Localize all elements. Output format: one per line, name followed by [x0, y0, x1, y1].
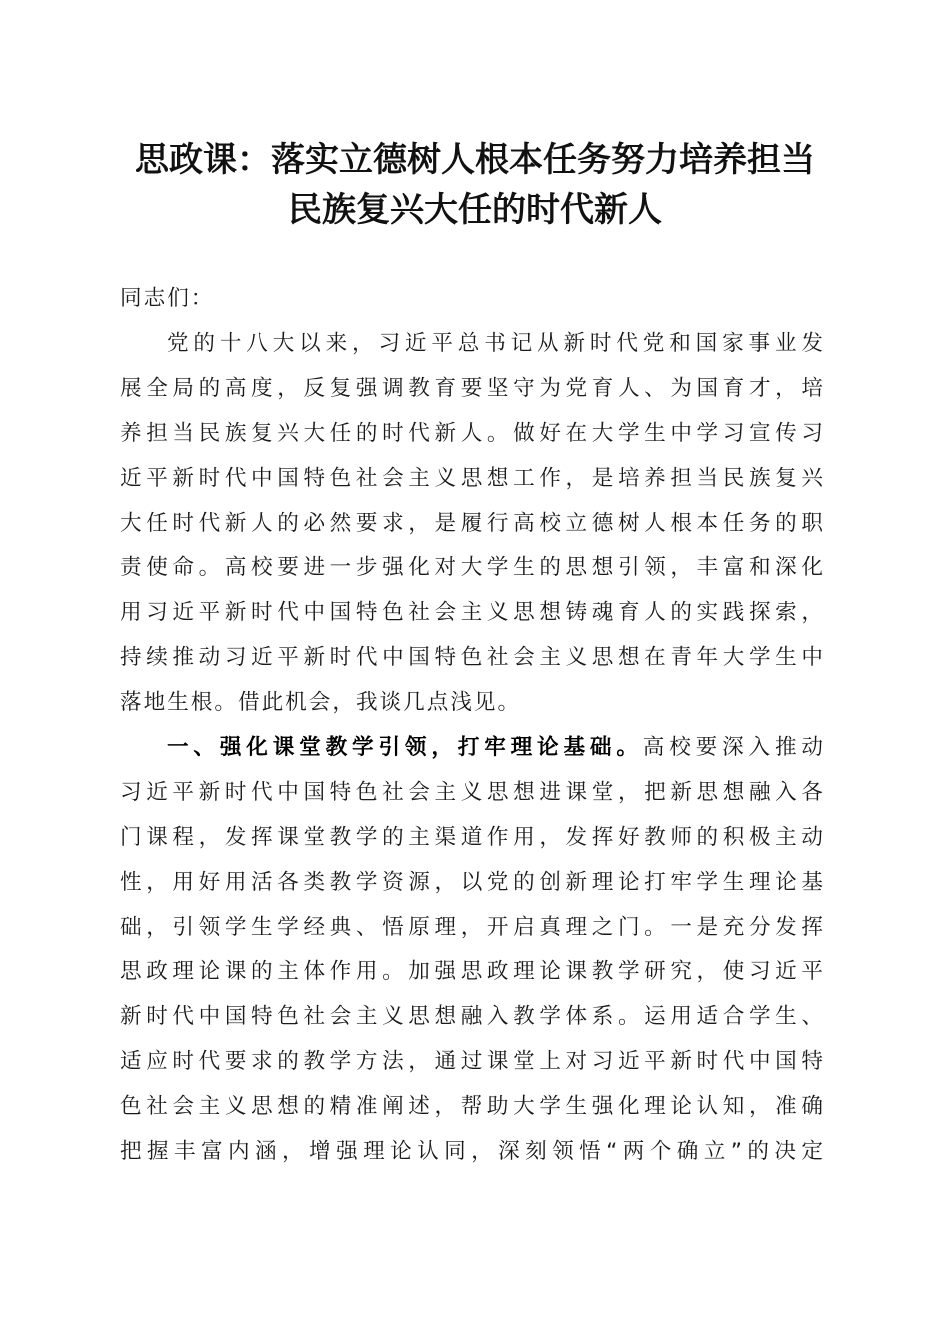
paragraph-line: 思政理论课的主体作用。加强思政理论课教学研究，使习近平 — [120, 959, 825, 985]
paragraph-line: 党的十八大以来，习近平总书记从新时代党和国家事业发 — [167, 331, 825, 356]
paragraph-line: 责使命。高校要进一步强化对大学生的思想引领，丰富和深化 — [120, 555, 825, 581]
section-1-first-line-text: 高校要深入推动 — [642, 735, 825, 760]
document-title-line-2: 民族复兴大任的时代新人 — [288, 190, 662, 230]
section-1-heading: 一、强化课堂教学引领，打牢理论基础。 — [167, 735, 643, 760]
paragraph-line: 适应时代要求的教学方法，通过课堂上对习近平新时代中国特 — [120, 1049, 825, 1075]
section-1 — [120, 726, 825, 1175]
paragraph-line: 用习近平新时代中国特色社会主义思想铸魂育人的实践探索， — [120, 600, 825, 626]
paragraph-line: 新时代中国特色社会主义思想融入教学体系。运用适合学生、 — [120, 1004, 825, 1030]
document-title-line-1: 思政课：落实立德树人根本任务努力培养担当 — [135, 140, 815, 180]
paragraph-line: 习近平新时代中国特色社会主义思想进课堂，把新思想融入各 — [120, 779, 825, 805]
paragraph-line: 养担当民族复兴大任的时代新人。做好在大学生中学习宣传习 — [120, 420, 825, 446]
paragraph-line: 大任时代新人的必然要求，是履行高校立德树人根本任务的职 — [120, 510, 825, 536]
paragraph-line: 础，引领学生学经典、悟原理，开启真理之门。一是充分发挥 — [120, 914, 825, 940]
section-1-first-line — [120, 726, 825, 771]
paragraph-line: 色社会主义思想的精准阐述，帮助大学生强化理论认知，准确 — [120, 1094, 825, 1120]
paragraph-line: 落地生根。借此机会，我谈几点浅见。 — [120, 690, 522, 716]
paragraph-line: 性，用好用活各类教学资源，以党的创新理论打牢学生理论基 — [120, 869, 825, 895]
salutation: 同志们： — [120, 286, 215, 311]
paragraph-line: 近平新时代中国特色社会主义思想工作，是培养担当民族复兴 — [120, 465, 825, 491]
paragraph-line: 把握丰富内涵，增强理论认同，深刻领悟“两个确立”的决定 — [120, 1139, 825, 1165]
paragraph-line: 持续推动习近平新时代中国特色社会主义思想在青年大学生中 — [120, 645, 825, 671]
paragraph-line: 门课程，发挥课堂教学的主渠道作用，发挥好教师的积极主动 — [120, 824, 825, 850]
paragraph-line: 展全局的高度，反复强调教育要坚守为党育人、为国育才，培 — [120, 375, 825, 401]
paragraph-intro — [120, 322, 825, 726]
